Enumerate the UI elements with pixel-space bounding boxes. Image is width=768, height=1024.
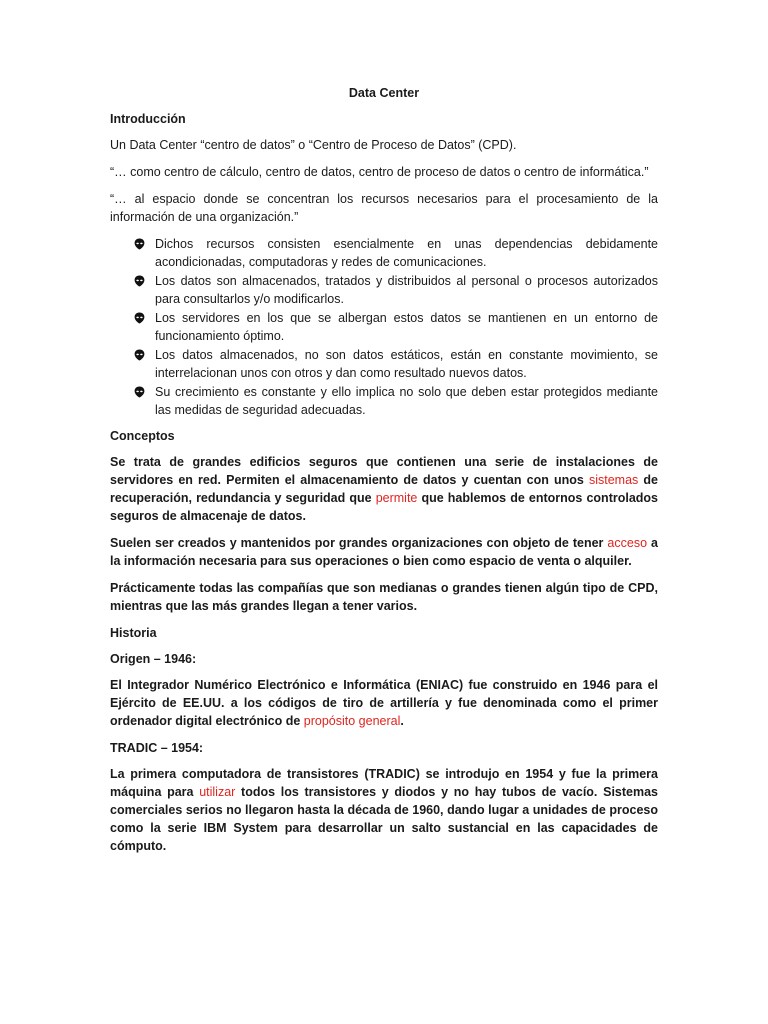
intro-paragraph-1: Un Data Center “centro de datos” o “Centro de Proceso de Datos” (CPD).: [110, 138, 517, 152]
alien-head-bullet-icon: [134, 386, 145, 398]
alien-head-bullet-icon: [134, 349, 145, 361]
bullet-text: Los datos son almacenados, tratados y distribuidos al personal o procesos autorizados para consultarlos y/o modificarlos.: [155, 274, 658, 306]
link-utilizar[interactable]: utilizar: [199, 785, 236, 799]
intro-paragraph-3: “… al espacio donde se concentran los recursos necesarios para el procesamiento de la información de una organización.”: [110, 192, 658, 224]
alien-head-bullet-icon: [134, 238, 145, 250]
conceptos-paragraph-1: [110, 453, 658, 525]
intro-bullet-list: [110, 235, 658, 419]
link-sistemas[interactable]: sistemas: [588, 473, 639, 487]
text-run: que hablemos de entornos controlados seguros de almacenaje de datos.: [110, 491, 659, 523]
origen-paragraph: [110, 676, 658, 730]
text-run: El Integrador Numérico Electrónico e Informática (ENIAC) fue construido en 1946 para el Ejército de EE.UU. a los códigos de tiro de artillería y fue denominada como el primer ordenador digital electrónico de: [110, 678, 658, 728]
list-item: [110, 309, 658, 345]
section-heading-introduccion: Introducción: [110, 112, 186, 126]
text-run: Suelen ser creados y mantenidos por grandes organizaciones con objeto de tener: [110, 536, 608, 550]
text-run: Se trata de grandes edificios seguros que contienen una serie de instalaciones de servidores en red. Permiten el almacenamiento de datos y cuentan con unos: [110, 455, 658, 487]
section-heading-conceptos: Conceptos: [110, 429, 175, 443]
alien-head-bullet-icon: [134, 312, 145, 324]
list-item: [110, 272, 658, 308]
bullet-text: Dichos recursos consisten esencialmente en unas dependencias debidamente acondicionadas, computadoras y redes de comunicaciones.: [155, 237, 658, 269]
link-acceso[interactable]: acceso: [607, 536, 648, 550]
subheading-origen: Origen – 1946:: [110, 652, 197, 666]
bullet-text: Su crecimiento es constante y ello implica no solo que deben estar protegidos mediante las medidas de seguridad adecuadas.: [155, 385, 658, 417]
text-run: de recuperación, redundancia y seguridad que: [110, 473, 658, 505]
text-run: a la información necesaria para sus operaciones o bien como espacio de venta o alquiler.: [110, 536, 658, 568]
subheading-tradic: TRADIC – 1954:: [110, 741, 204, 755]
text-run: todos los transistores y diodos y no hay tubos de vacío. Sistemas comerciales serios no llegaron hasta la década de 1960, dando lugar a unidades de proceso como la serie IBM System para desarrollar un salto sustancial en las capacidades de cómputo.: [110, 785, 658, 853]
intro-paragraph-2: “… como centro de cálculo, centro de datos, centro de proceso de datos o centro de informática.”: [110, 165, 649, 179]
list-item: [110, 383, 658, 419]
bullet-text: Los servidores en los que se albergan estos datos se mantienen en un entorno de funcionamiento óptimo.: [155, 311, 658, 343]
tradic-paragraph: [110, 765, 658, 855]
conceptos-paragraph-2: [110, 534, 658, 570]
alien-head-bullet-icon: [134, 275, 145, 287]
list-item: [110, 346, 658, 382]
bullet-text: Los datos almacenados, no son datos estáticos, están en constante movimiento, se interrelacionan unos con otros y dan como resultado nuevos datos.: [155, 348, 658, 380]
conceptos-paragraph-3: Prácticamente todas las compañías que son medianas o grandes tienen algún tipo de CPD, mientras que las más grandes llegan a tener varios.: [110, 581, 658, 613]
link-permite[interactable]: permite: [375, 491, 418, 505]
text-run: .: [400, 714, 404, 728]
link-proposito-general[interactable]: propósito general: [303, 714, 401, 728]
list-item: [110, 235, 658, 271]
text-run: La primera computadora de transistores (TRADIC) se introdujo en 1954 y fue la primera máquina para: [110, 767, 658, 799]
section-heading-historia: Historia: [110, 626, 157, 640]
document-title: Data Center: [348, 86, 420, 100]
